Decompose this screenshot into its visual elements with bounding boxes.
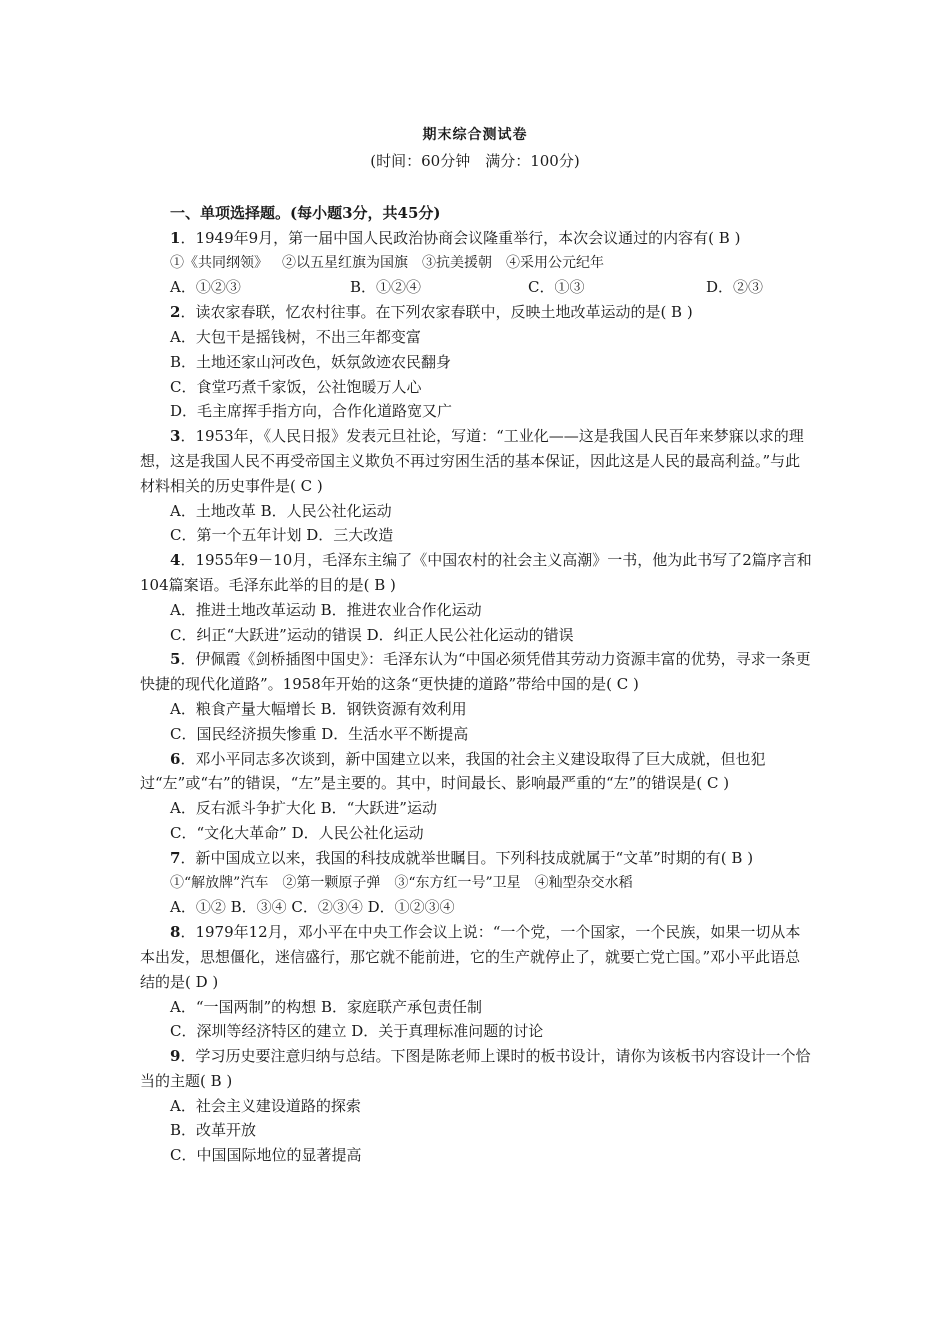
question-number: 2 xyxy=(170,303,181,322)
question-5 xyxy=(140,647,812,697)
question-stem: ．新中国成立以来，我国的科技成就举世瞩目。下列科技成就属于“文革”时期的有( B ) xyxy=(180,848,754,867)
options-cd: C．国民经济损失惨重 D．生活水平不断提高 xyxy=(170,724,469,743)
item: ②第一颗原子弹 xyxy=(282,874,381,891)
option-d: D．毛主席挥手指方向，合作化道路宽又广 xyxy=(170,402,453,421)
item: ③“东方红一号”卫星 xyxy=(394,874,521,891)
option-b: B．改革开放 xyxy=(170,1121,257,1140)
option-c: C．中国国际地位的显著提高 xyxy=(170,1146,362,1165)
question-stem: ．1949年9月，第一届中国人民政治协商会议隆重举行，本次会议通过的内容有( B ) xyxy=(180,228,741,247)
question-9 xyxy=(140,1044,812,1094)
question-number: 8 xyxy=(170,923,181,942)
options-ab: A．反右派斗争扩大化 B．“大跃进”运动 xyxy=(170,799,437,818)
option-b: B．土地还家山河改色，妖氛敛迹农民翻身 xyxy=(170,352,452,371)
exam-info: (时间：60分钟 满分：100分) xyxy=(370,152,580,170)
question-stem: ．学习历史要注意归纳与总结。下图是陈老师上课时的板书设计，请你为该板书内容设计一个恰当的主题( B ) xyxy=(140,1047,811,1090)
question-2 xyxy=(140,300,812,325)
question-7 xyxy=(140,846,812,871)
question-number: 3 xyxy=(170,427,181,446)
question-1 xyxy=(140,226,812,251)
item: ④籼型杂交水稻 xyxy=(534,874,633,891)
option-b: B．①②④ xyxy=(350,278,422,297)
question-stem: ．1953年，《人民日报》发表元旦社论，写道：“工业化——这是我国人民百年来梦寐以求的理想，这是我国人民不再受帝国主义欺负不再过穷困生活的基本保证，因此这是人民的最高利益。”与此材料相关的历史事件是( C ) xyxy=(140,427,804,495)
page-title: 期末综合测试卷 xyxy=(422,127,528,143)
option-c: C．①③ xyxy=(528,278,585,297)
options-abcd: A．①② B．③④ C．②③④ D．①②③④ xyxy=(170,898,455,917)
question-4 xyxy=(140,548,812,598)
question-number: 4 xyxy=(170,551,181,570)
options-cd: C．第一个五年计划 D．三大改造 xyxy=(170,526,394,545)
options-ab: A．“一国两制”的构想 B．家庭联产承包责任制 xyxy=(170,997,482,1016)
options-cd: C．“文化大革命” D．人民公社化运动 xyxy=(170,823,424,842)
question-stem: ．邓小平同志多次谈到，新中国建立以来，我国的社会主义建设取得了巨大成就，但也犯过“左”或“右”的错误，“左”是主要的。其中，时间最长、影响最严重的“左”的错误是( C ) xyxy=(140,749,766,793)
question-1-items xyxy=(140,251,812,276)
item: ②以五星红旗为国旗 xyxy=(282,254,408,271)
options-cd: C．深圳等经济特区的建立 D．关于真理标准问题的讨论 xyxy=(170,1022,544,1041)
item: ①《共同纲领》 xyxy=(170,254,268,271)
question-list xyxy=(140,201,812,1168)
options-ab: A．粮食产量大幅增长 B．钢铁资源有效利用 xyxy=(170,699,467,718)
options-ab: A．推进土地改革运动 B．推进农业合作化运动 xyxy=(170,600,482,619)
item: ③抗美援朝 xyxy=(422,254,492,271)
option-a: A．社会主义建设道路的探索 xyxy=(170,1096,361,1115)
question-stem: ．伊佩霞《剑桥插图中国史》：毛泽东认为“中国必须凭借其劳动力资源丰富的优势，寻求一条更快捷的现代化道路”。1958年开始的这条“更快捷的道路”带给中国的是( C ) xyxy=(140,650,811,694)
question-7-items xyxy=(140,871,812,896)
option-c: C．食堂巧煮千家饭，公社饱暖万人心 xyxy=(170,377,422,396)
question-8 xyxy=(140,920,812,994)
question-6 xyxy=(140,747,812,797)
question-3 xyxy=(140,424,812,498)
option-d: D．②③ xyxy=(706,278,764,297)
item: ①“解放牌”汽车 xyxy=(170,874,269,891)
question-1-options xyxy=(140,275,812,300)
question-number: 9 xyxy=(170,1047,181,1066)
option-a: A．①②③ xyxy=(170,278,241,297)
options-ab: A．土地改革 B．人民公社化运动 xyxy=(170,501,392,520)
question-number: 5 xyxy=(170,650,181,669)
question-number: 7 xyxy=(170,848,181,867)
question-stem: ．读农家春联，忆农村往事。在下列农家春联中，反映土地改革运动的是( B ) xyxy=(180,303,693,322)
item: ④采用公元纪年 xyxy=(506,254,604,271)
options-cd: C．纠正“大跃进”运动的错误 D．纠正人民公社化运动的错误 xyxy=(170,625,574,644)
option-a: A．大包干是摇钱树，不出三年都变富 xyxy=(170,327,421,346)
question-stem: ．1979年12月，邓小平在中央工作会议上说：“一个党，一个国家，一个民族，如果一切从本本出发，思想僵化，迷信盛行，那它就不能前进，它的生产就停止了，就要亡党亡国。”邓小平此语总结的是( D ) xyxy=(140,923,801,991)
question-stem: ．1955年9－10月，毛泽东主编了《中国农村的社会主义高潮》一书，他为此书写了2篇序言和104篇案语。毛泽东此举的目的是( B ) xyxy=(140,551,812,594)
question-number: 1 xyxy=(170,228,181,247)
question-number: 6 xyxy=(170,749,181,768)
section-heading: 一、单项选择题。(每小题3分，共45分) xyxy=(170,204,441,222)
